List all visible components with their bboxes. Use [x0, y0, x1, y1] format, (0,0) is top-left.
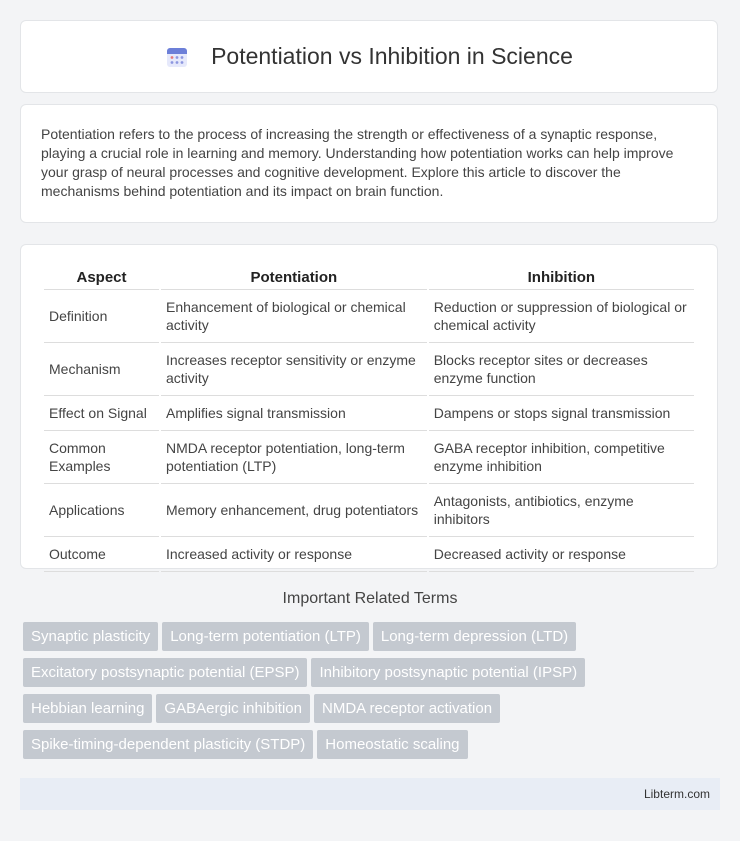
related-term-tag[interactable]: Hebbian learning — [23, 694, 152, 723]
related-term-tag[interactable]: Spike-timing-dependent plasticity (STDP) — [23, 730, 313, 759]
column-header-potentiation: Potentiation — [161, 265, 427, 290]
comparison-table — [42, 265, 696, 572]
table-header-row — [44, 265, 694, 290]
related-term-tag[interactable]: Inhibitory postsynaptic potential (IPSP) — [311, 658, 585, 687]
calendar-grid-icon — [165, 45, 189, 69]
table-row — [44, 484, 694, 537]
table-row — [44, 290, 694, 343]
table-row — [44, 343, 694, 396]
row-inhibition: Blocks receptor sites or decreases enzyme function — [429, 343, 694, 396]
row-potentiation: Increases receptor sensitivity or enzyme activity — [161, 343, 427, 396]
comparison-card — [20, 244, 718, 569]
page-title: Potentiation vs Inhibition in Science — [211, 43, 573, 69]
row-inhibition: Reduction or suppression of biological or chemical activity — [429, 290, 694, 343]
row-aspect: Common Examples — [44, 431, 159, 484]
row-inhibition: Antagonists, antibiotics, enzyme inhibitors — [429, 484, 694, 537]
row-inhibition: GABA receptor inhibition, competitive enzyme inhibition — [429, 431, 694, 484]
related-term-tag[interactable]: Long-term depression (LTD) — [373, 622, 576, 651]
related-terms-list — [23, 622, 723, 766]
row-aspect: Effect on Signal — [44, 396, 159, 431]
title-card — [20, 20, 718, 93]
related-term-tag[interactable]: Homeostatic scaling — [317, 730, 467, 759]
row-potentiation: Increased activity or response — [161, 537, 427, 572]
row-aspect: Definition — [44, 290, 159, 343]
row-aspect: Mechanism — [44, 343, 159, 396]
column-header-aspect: Aspect — [44, 265, 159, 290]
row-aspect: Applications — [44, 484, 159, 537]
row-aspect: Outcome — [44, 537, 159, 572]
row-potentiation: Memory enhancement, drug potentiators — [161, 484, 427, 537]
intro-card — [20, 104, 718, 223]
column-header-inhibition: Inhibition — [429, 265, 694, 290]
related-terms-heading: Important Related Terms — [282, 590, 458, 607]
intro-paragraph: Potentiation refers to the process of increasing the strength or effectiveness of a synaptic response, playing a crucial role in learning and memory. Understanding how potentiation works can help improve your grasp of neural processes and cognitive development. Explore this article to discover the mechanisms behind potentiation and its impact on brain function. — [41, 126, 674, 199]
row-potentiation: Enhancement of biological or chemical activity — [161, 290, 427, 343]
related-term-tag[interactable]: Long-term potentiation (LTP) — [162, 622, 369, 651]
row-inhibition: Decreased activity or response — [429, 537, 694, 572]
row-inhibition: Dampens or stops signal transmission — [429, 396, 694, 431]
footer-site-link[interactable]: Libterm.com — [643, 787, 710, 801]
table-row — [44, 537, 694, 572]
row-potentiation: Amplifies signal transmission — [161, 396, 427, 431]
related-term-tag[interactable]: GABAergic inhibition — [156, 694, 310, 723]
footer — [20, 778, 720, 810]
table-row — [44, 431, 694, 484]
related-term-tag[interactable]: NMDA receptor activation — [314, 694, 500, 723]
row-potentiation: NMDA receptor potentiation, long-term potentiation (LTP) — [161, 431, 427, 484]
related-term-tag[interactable]: Excitatory postsynaptic potential (EPSP) — [23, 658, 307, 687]
related-term-tag[interactable]: Synaptic plasticity — [23, 622, 158, 651]
table-row — [44, 396, 694, 431]
